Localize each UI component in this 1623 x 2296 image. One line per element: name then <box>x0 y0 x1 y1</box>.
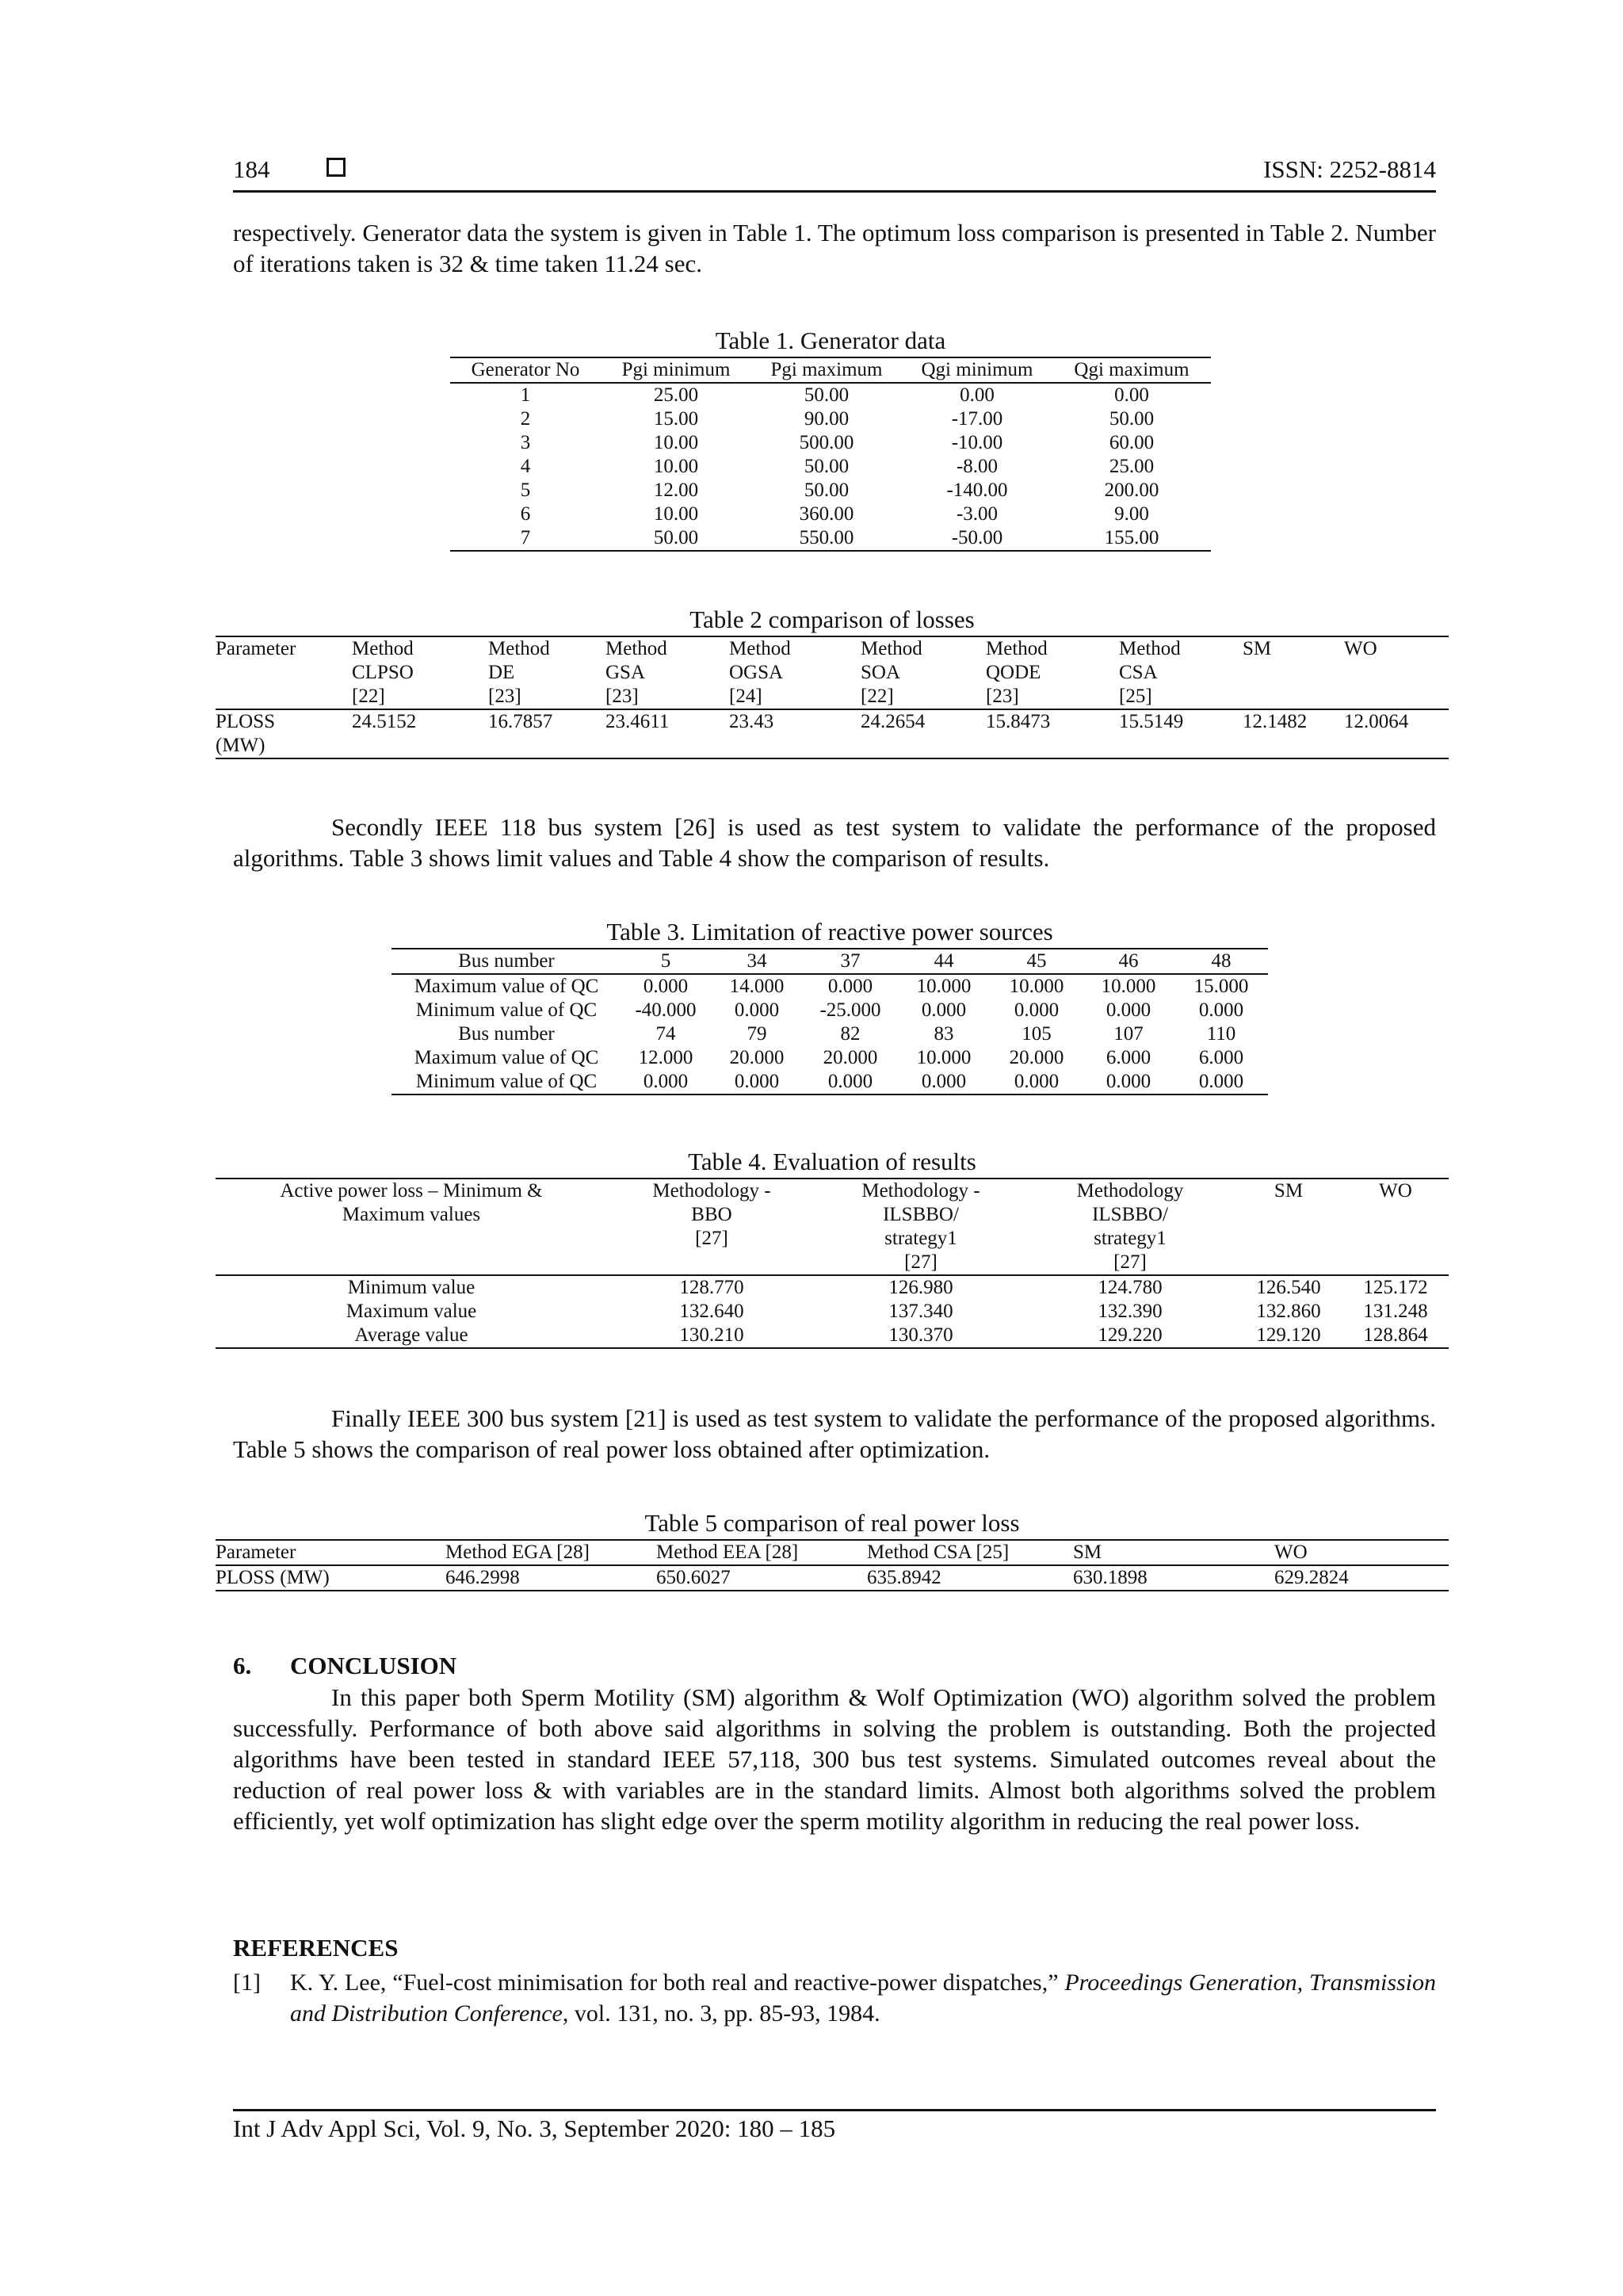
table-cell: 132.860 <box>1256 1301 1321 1322</box>
table-cell: 15.00 <box>653 408 699 430</box>
conclusion-heading <box>233 1652 456 1680</box>
table-cell: -17.00 <box>951 408 1003 430</box>
table-cell: 129.120 <box>1235 1324 1342 1348</box>
table-cell: 5 <box>621 949 710 974</box>
table-cell: 130.370 <box>816 1324 1025 1348</box>
table-cell: 5 <box>520 479 531 501</box>
reference-venue: Proceedings Generation, Transmission and Distribution Conference <box>290 1969 1437 2027</box>
table1-header: Pgi minimum <box>601 357 751 383</box>
table-cell: 650.6027 <box>656 1565 867 1591</box>
table-row <box>391 1022 1268 1046</box>
table-cell: 0.000 <box>921 999 967 1021</box>
table4-header: Methodology ILSBBO/ strategy1 [27] <box>1025 1179 1235 1275</box>
table-row <box>391 1046 1268 1070</box>
table2-caption: Table 2 comparison of losses <box>689 606 975 633</box>
table1-header-row <box>450 357 1211 383</box>
section-title: CONCLUSION <box>290 1652 457 1679</box>
table2-header: Method DE [23] <box>488 636 605 709</box>
table1-header: Qgi maximum <box>1052 357 1211 383</box>
intro-paragraph: respectively. Generator data the system is given in Table 1. The optimum loss comparison is presented in Table 2. Number of iterations taken is 32 & time taken 11.24 sec. <box>233 219 1436 277</box>
table-row <box>391 1070 1268 1095</box>
table-cell: 129.220 <box>1025 1324 1235 1348</box>
table-cell: 0.000 <box>734 999 780 1021</box>
table5-header: Parameter <box>216 1540 445 1565</box>
table2-header: Method CLPSO [22] <box>352 636 488 709</box>
table1-caption: Table 1. Generator data <box>715 327 946 354</box>
table-cell: 125.172 <box>1363 1277 1428 1298</box>
table-cell: 110 <box>1206 1023 1236 1045</box>
table2-header: Method QODE [23] <box>986 636 1119 709</box>
table-cell: 90.00 <box>804 408 850 430</box>
table1-header: Generator No <box>450 357 601 383</box>
table5-header: Method EEA [28] <box>656 1540 867 1565</box>
table-cell: 1 <box>520 384 531 406</box>
table-cell: 48 <box>1174 949 1268 974</box>
table-cell: 6.000 <box>1106 1047 1151 1068</box>
table1 <box>450 357 1211 552</box>
table-cell: 0.000 <box>1014 999 1060 1021</box>
table-cell: 3 <box>520 432 531 453</box>
table3-header-row <box>391 949 1268 974</box>
conclusion-paragraph: In this paper both Sperm Motility (SM) algorithm & Wolf Optimization (WO) algorithm solved the problem successfully. Performance of both above said algorithms in solving the problem is outstanding. Both the projected algorithms have been tested in standard IEEE 57,118, 300 bus test systems. Simulated outcomes reveal about the reduction of real power loss & with variables are in the standard limits. Almost both algorithms solved the problem efficiently, yet wolf optimization has slight edge over the sperm motility algorithm in reducing the real power loss. <box>233 1683 1436 1835</box>
table5-header: WO <box>1274 1540 1449 1565</box>
table-cell: 50.00 <box>804 479 850 501</box>
footer-citation: Int J Adv Appl Sci, Vol. 9, No. 3, September 2020: 180 – 185 <box>233 2115 836 2142</box>
table-cell: -10.00 <box>951 432 1003 453</box>
table2-header-row <box>216 636 1449 709</box>
table-cell: 50.00 <box>804 384 850 406</box>
table-cell: 131.248 <box>1363 1301 1428 1322</box>
table-cell: 25.00 <box>653 384 699 406</box>
table-cell: 132.640 <box>679 1301 744 1322</box>
table-cell: Maximum value <box>346 1301 477 1322</box>
issn: ISSN: 2252-8814 <box>1263 155 1436 183</box>
table-cell: 635.8942 <box>867 1565 1073 1591</box>
table-cell: 10.000 <box>916 1047 972 1068</box>
table-cell: 132.390 <box>1098 1301 1163 1322</box>
table-cell: 126.540 <box>1256 1277 1321 1298</box>
table-cell: 23.4611 <box>605 709 729 758</box>
table-cell: 50.00 <box>1109 408 1155 430</box>
table-row <box>216 1275 1449 1300</box>
table-cell: 0.000 <box>897 1070 991 1095</box>
table-cell: 12.00 <box>653 479 699 501</box>
table-cell: 126.980 <box>888 1277 953 1298</box>
table-cell: 60.00 <box>1109 432 1155 453</box>
table-cell: 0.000 <box>643 976 689 997</box>
table-cell: 82 <box>840 1023 861 1045</box>
square-bullet-icon <box>327 158 346 177</box>
table-cell: 0.000 <box>1174 1070 1268 1095</box>
table-cell: 34 <box>710 949 804 974</box>
table-cell: 15.000 <box>1193 976 1249 997</box>
table2-header: Method OGSA [24] <box>729 636 861 709</box>
table-cell: PLOSS (MW) <box>216 709 352 758</box>
table-cell: 128.770 <box>679 1277 744 1298</box>
table-cell: 646.2998 <box>445 1565 656 1591</box>
table-row <box>450 526 1211 551</box>
table-cell: 124.780 <box>1098 1277 1163 1298</box>
table4-header-row <box>216 1179 1449 1275</box>
table-cell: 50.00 <box>804 456 850 477</box>
table3 <box>391 948 1268 1095</box>
table-row <box>216 1565 1449 1591</box>
table-cell: 10.000 <box>916 976 972 997</box>
table-cell: 4 <box>520 456 531 477</box>
table2-header: WO <box>1344 636 1449 709</box>
table-cell: 24.5152 <box>352 709 488 758</box>
table-cell: 10.00 <box>653 456 699 477</box>
table-cell: 550.00 <box>751 526 902 551</box>
table-cell: 630.1898 <box>1073 1565 1274 1591</box>
table-cell: 79 <box>747 1023 767 1045</box>
table4-header: SM <box>1235 1179 1342 1275</box>
table-cell: 44 <box>897 949 991 974</box>
table-cell: 0.000 <box>1083 1070 1174 1095</box>
table-row <box>450 502 1211 526</box>
table-cell: 155.00 <box>1052 526 1211 551</box>
table4 <box>216 1178 1449 1349</box>
table-row <box>391 999 1268 1022</box>
table2-header: SM <box>1243 636 1344 709</box>
table3-caption: Table 3. Limitation of reactive power sources <box>606 918 1053 946</box>
reference-text: K. Y. Lee, “Fuel-cost minimisation for both real and reactive-power dispatches,” Proceedings Generation, Transmission and Distribution Conference, vol. 131, no. 3, pp. 85-93, 1984. <box>290 1969 1437 2027</box>
table-cell: 9.00 <box>1114 503 1149 525</box>
table-cell: 6.000 <box>1198 1047 1244 1068</box>
table-cell: Minimum value of QC <box>415 999 598 1021</box>
table5-header: Method EGA [28] <box>445 1540 656 1565</box>
table5-header-row <box>216 1540 1449 1565</box>
table-cell: 25.00 <box>1109 456 1155 477</box>
table-cell: 46 <box>1083 949 1174 974</box>
table-cell: 0.000 <box>710 1070 804 1095</box>
table-cell: 37 <box>804 949 897 974</box>
table-cell: Bus number <box>458 1023 555 1045</box>
table-cell: 0.000 <box>1106 999 1151 1021</box>
table-cell: 20.000 <box>729 1047 785 1068</box>
paragraph-ieee300: Finally IEEE 300 bus system [21] is used as test system to validate the performance of the proposed algorithms. Table 5 shows the comparison of real power loss obtained after optimization. <box>233 1404 1436 1463</box>
table-cell: Maximum value of QC <box>414 976 599 997</box>
table2-header: Parameter <box>216 636 352 709</box>
reference-item <box>233 1967 1436 2029</box>
table2-header: Method SOA [22] <box>861 636 986 709</box>
table-cell: Maximum value of QC <box>414 1047 599 1068</box>
table-cell: 500.00 <box>799 432 854 453</box>
table-cell: 16.7857 <box>488 709 605 758</box>
table-cell: 15.5149 <box>1119 709 1243 758</box>
table-cell: 0.00 <box>960 384 995 406</box>
table-cell: 130.210 <box>607 1324 816 1348</box>
table-cell: 45 <box>991 949 1083 974</box>
table4-header: Methodology - BBO [27] <box>607 1179 816 1275</box>
table-cell: PLOSS (MW) <box>216 1565 445 1591</box>
table-cell: 0.00 <box>1114 384 1149 406</box>
header-rule <box>233 190 1436 193</box>
table-cell: 12.0064 <box>1344 709 1449 758</box>
reference-number: [1] <box>233 1969 261 1996</box>
table-cell: 0.000 <box>804 1070 897 1095</box>
table5-caption: Table 5 comparison of real power loss <box>644 1509 1020 1537</box>
table-cell: -8.00 <box>956 456 999 477</box>
table-cell: 200.00 <box>1104 479 1159 501</box>
table-cell: 50.00 <box>601 526 751 551</box>
table-cell: 107 <box>1113 1023 1144 1045</box>
table-row <box>450 455 1211 479</box>
table1-header: Pgi maximum <box>751 357 902 383</box>
table-cell: 0.000 <box>1198 999 1244 1021</box>
table-cell: 6 <box>520 503 531 525</box>
footer-rule <box>233 2109 1436 2111</box>
table-cell: 0.000 <box>827 976 873 997</box>
table-cell: 0.000 <box>991 1070 1083 1095</box>
table-cell: 20.000 <box>1009 1047 1064 1068</box>
table-cell: 10.000 <box>1009 976 1064 997</box>
table-cell: Average value <box>216 1324 607 1348</box>
table5-header: Method CSA [25] <box>867 1540 1073 1565</box>
table-cell: 14.000 <box>729 976 785 997</box>
table4-header: WO <box>1342 1179 1449 1275</box>
table-cell: 360.00 <box>799 503 854 525</box>
references-heading: REFERENCES <box>233 1934 399 1962</box>
table2-header: Method CSA [25] <box>1119 636 1243 709</box>
table2-header: Method GSA [23] <box>605 636 729 709</box>
table-cell: 10.000 <box>1101 976 1156 997</box>
table-row <box>216 709 1449 758</box>
table-cell: 105 <box>1022 1023 1052 1045</box>
table-cell: 10.00 <box>653 432 699 453</box>
table-cell: Minimum value of QC <box>391 1070 621 1095</box>
table-row <box>391 974 1268 999</box>
table-cell: -25.000 <box>819 999 881 1021</box>
table-cell: -40.000 <box>635 999 697 1021</box>
table-cell: 74 <box>655 1023 676 1045</box>
table-row <box>216 1324 1449 1348</box>
table5-header: SM <box>1073 1540 1274 1565</box>
table5 <box>216 1539 1449 1591</box>
table-row <box>450 407 1211 431</box>
table-cell: 137.340 <box>888 1301 953 1322</box>
table-cell: -3.00 <box>956 503 999 525</box>
table-cell: 24.2654 <box>861 709 986 758</box>
table1-header: Qgi minimum <box>902 357 1052 383</box>
table-cell: 12.000 <box>638 1047 693 1068</box>
table4-header: Active power loss – Minimum & Maximum values <box>216 1179 607 1275</box>
table-row <box>450 431 1211 455</box>
table-cell: 7 <box>450 526 601 551</box>
table-row <box>450 383 1211 407</box>
table-cell: 128.864 <box>1342 1324 1449 1348</box>
table-row <box>450 479 1211 502</box>
table-cell: -140.00 <box>946 479 1008 501</box>
table-cell: 15.8473 <box>986 709 1119 758</box>
table-cell: 12.1482 <box>1243 709 1344 758</box>
table-cell: -50.00 <box>902 526 1052 551</box>
table4-caption: Table 4. Evaluation of results <box>688 1148 976 1175</box>
table-cell: 23.43 <box>729 709 861 758</box>
table-cell: 0.000 <box>621 1070 710 1095</box>
table-cell: 83 <box>934 1023 954 1045</box>
table-cell: Bus number <box>391 949 621 974</box>
page-number: 184 <box>233 155 270 183</box>
table-cell: Minimum value <box>347 1277 475 1298</box>
table4-header: Methodology - ILSBBO/ strategy1 [27] <box>816 1179 1025 1275</box>
table-cell: 20.000 <box>823 1047 878 1068</box>
table-cell: 10.00 <box>653 503 699 525</box>
section-number: 6. <box>233 1652 252 1679</box>
table-cell: 2 <box>520 408 531 430</box>
table-cell: 629.2824 <box>1274 1565 1449 1591</box>
table-row <box>216 1300 1449 1324</box>
table2 <box>216 636 1449 759</box>
paragraph-ieee118: Secondly IEEE 118 bus system [26] is used as test system to validate the performance of the proposed algorithms. Table 3 shows limit values and Table 4 show the comparison of results. <box>233 813 1436 872</box>
